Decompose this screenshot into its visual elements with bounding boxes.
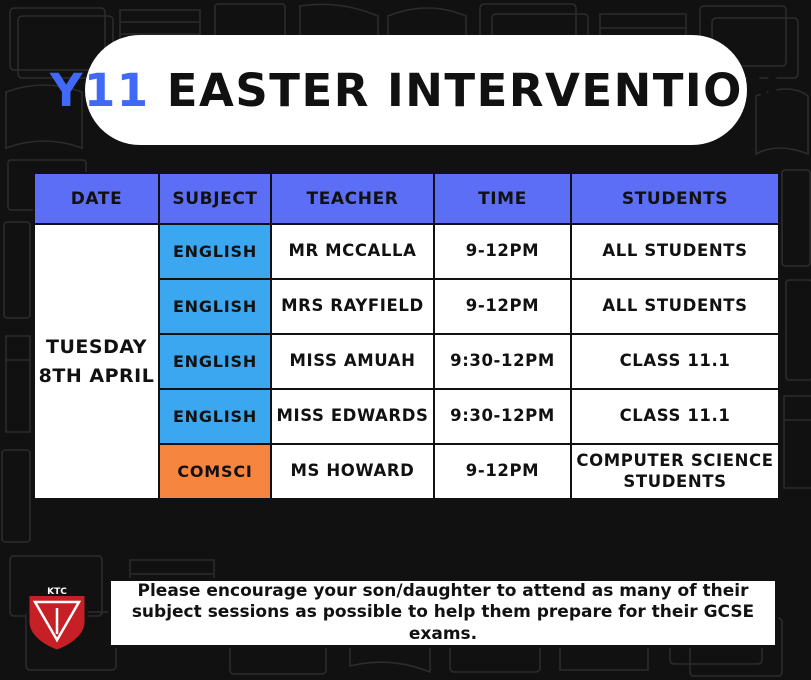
time-cell: 9:30-12PM (434, 389, 571, 444)
table-row (34, 224, 779, 279)
teacher-cell: MRS RAYFIELD (271, 279, 434, 334)
column-header-time: TIME (434, 173, 571, 224)
date-line-2: 8TH APRIL (38, 364, 155, 387)
poster-title-banner (49, 38, 783, 142)
time-cell: 9-12PM (434, 224, 571, 279)
teacher-cell: MS HOWARD (271, 444, 434, 499)
date-line-1: TUESDAY (46, 336, 147, 358)
students-cell: CLASS 11.1 (571, 389, 779, 444)
column-header-students: STUDENTS (571, 173, 779, 224)
teacher-cell: MR MCCALLA (271, 224, 434, 279)
table-header-row (34, 173, 779, 224)
subject-badge: ENGLISH (159, 279, 271, 334)
subject-badge: COMSCI (159, 444, 271, 499)
time-cell: 9-12PM (434, 444, 571, 499)
school-crest-icon (24, 578, 90, 652)
column-header-teacher: TEACHER (271, 173, 434, 224)
subject-badge: ENGLISH (159, 334, 271, 389)
subject-badge: ENGLISH (159, 224, 271, 279)
students-cell: COMPUTER SCIENCE STUDENTS (571, 444, 779, 499)
students-cell: ALL STUDENTS (571, 279, 779, 334)
time-cell: 9:30-12PM (434, 334, 571, 389)
time-cell: 9-12PM (434, 279, 571, 334)
date-cell (34, 224, 159, 499)
column-header-date: DATE (34, 173, 159, 224)
subject-badge: ENGLISH (159, 389, 271, 444)
column-header-subject: SUBJECT (159, 173, 271, 224)
students-cell: CLASS 11.1 (571, 334, 779, 389)
footer-line-2: sessions as possible to help them prepare for their GCSE exams. (207, 602, 755, 644)
schedule-table-container (33, 172, 778, 500)
page-title (50, 64, 782, 117)
footer-text (125, 581, 761, 645)
title-main-text: EASTER INTERVENTION (149, 63, 783, 117)
teacher-cell: MISS AMUAH (271, 334, 434, 389)
footer-line-1: Please encourage your son/daughter to attend as many of their subject (131, 581, 749, 623)
schedule-table (33, 172, 780, 500)
title-year-accent: Y11 (49, 63, 150, 117)
svg-text:KTC: KTC (47, 587, 67, 597)
students-cell: ALL STUDENTS (571, 224, 779, 279)
footer-note (108, 578, 778, 648)
teacher-cell: MISS EDWARDS (271, 389, 434, 444)
